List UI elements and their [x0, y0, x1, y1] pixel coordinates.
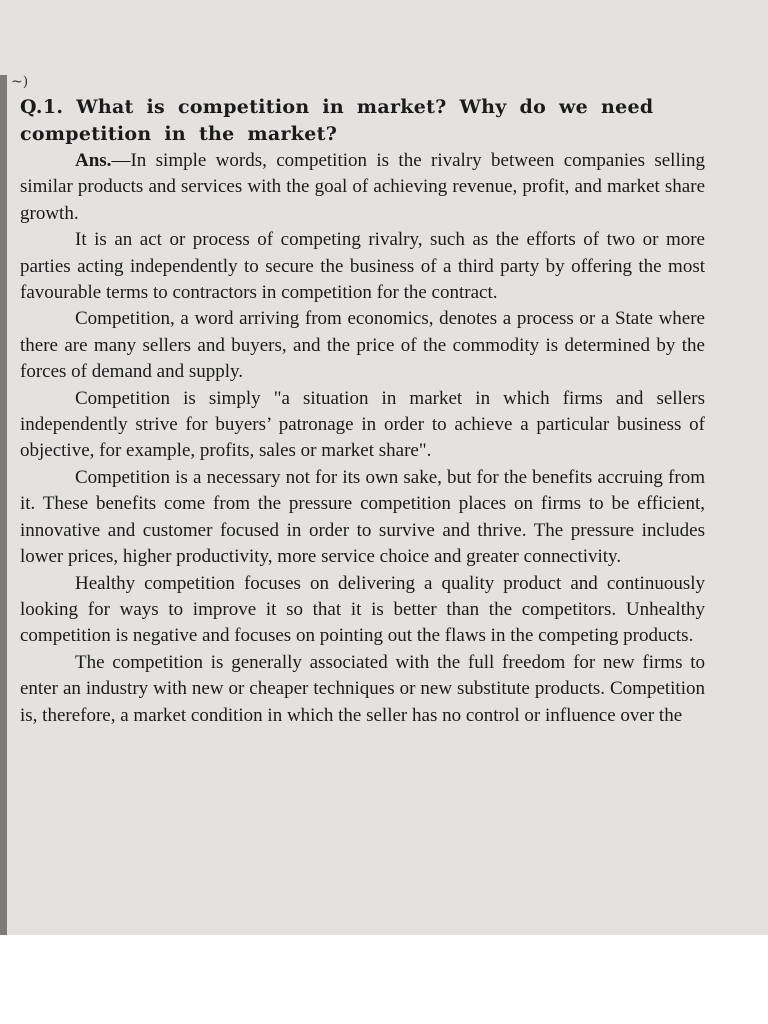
- answer-paragraph-1: Ans.—In simple words, competition is the rivalry between companies selling similar products and services with the goal of achieving revenue, profit, and market share growth.: [20, 150, 705, 224]
- paragraph-5: Competition is a necessary not for its own sake, but for the benefits accruing from it. These benefits come from the pressure competition places on firms to be efficient, innovative and customer focused in order to survive and thrive. The pressure includes lower prices, higher productivity, more service choice and greater connectivity.: [20, 466, 705, 568]
- corner-mark: ~): [11, 74, 29, 90]
- paragraph-7: The competition is generally associated with the full freedom for new firms to enter an industry with new or cheaper techniques or new substitute products. Competition is, therefore, a market condition in which the seller has no control or influence over the: [20, 651, 705, 726]
- paragraph-4: Competition is simply "a situation in market in which firms and sellers independently strive for buyers’ patronage in order to achieve a particular business of objective, for example, profits, sales or market share".: [20, 387, 705, 462]
- paragraph-3: Competition, a word arriving from economics, denotes a process or a State where there are many sellers and buyers, and the price of the commodity is determined by the forces of demand and supply.: [20, 308, 705, 383]
- paragraph-2: It is an act or process of competing rivalry, such as the efforts of two or more parties acting independently to secure the business of a third party by offering the most favourable terms to contractors in competition for the contract.: [20, 229, 705, 304]
- question-number: Q.1.: [20, 96, 64, 118]
- document-body: [20, 94, 705, 729]
- bottom-margin: [0, 935, 768, 1024]
- paragraph-6: Healthy competition focuses on delivering a quality product and continuously looking for ways to improve it so that it is better than the competitors. Unhealthy competition is negative and focuses on pointing out the flaws in the competing products.: [20, 572, 705, 647]
- answer-label: Ans.: [75, 150, 112, 171]
- question-text: What is competition in market? Why do we need competition in the market?: [20, 96, 654, 145]
- book-spine-edge: [0, 75, 7, 935]
- question-heading: [20, 94, 705, 148]
- paragraph-text: In simple words, competition is the rivalry between companies selling similar products and services with the goal of achieving revenue, profit, and market share growth.: [20, 150, 705, 224]
